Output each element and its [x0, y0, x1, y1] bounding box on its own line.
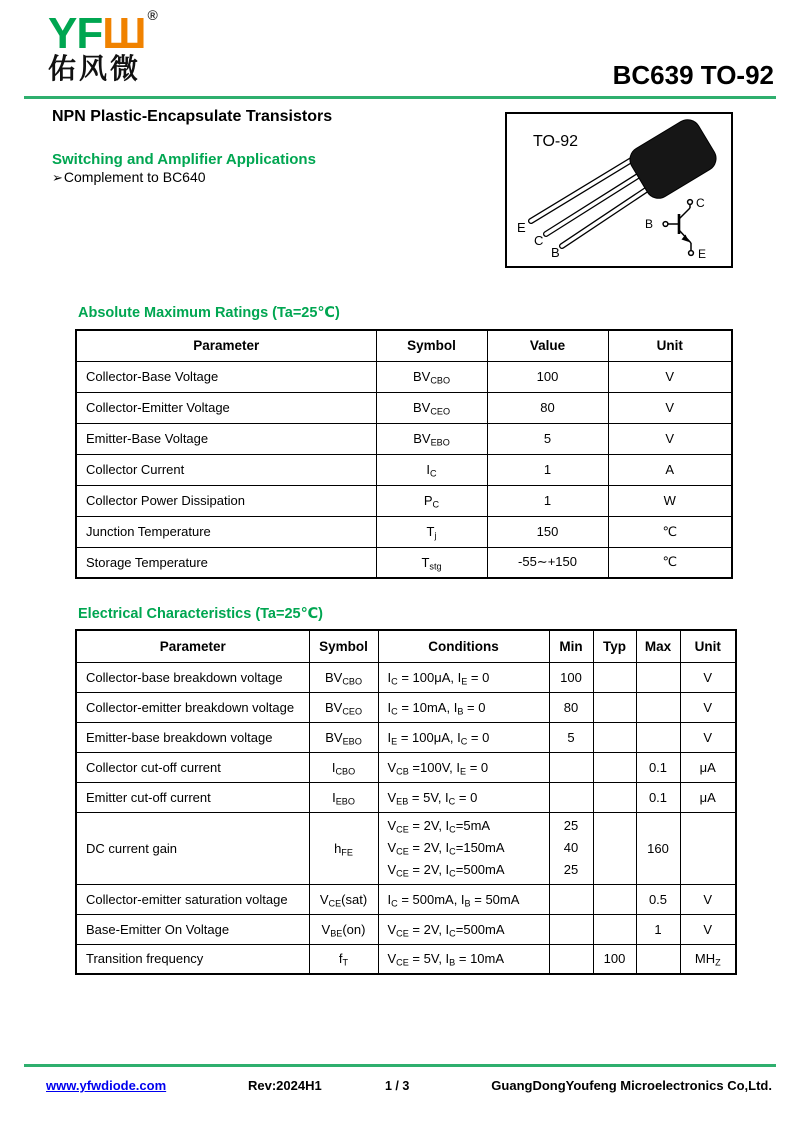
- ec-typ: [593, 752, 636, 782]
- ec-col-symbol: Symbol: [309, 630, 378, 662]
- ec-symbol: $I_{CBO}$: [309, 752, 378, 782]
- ec-max: [636, 944, 680, 974]
- amr-col-symbol: Symbol: [376, 330, 487, 361]
- pin-label-e: E: [517, 220, 526, 235]
- amr-value: 150: [487, 516, 608, 547]
- ec-unit: V: [680, 914, 736, 944]
- pin-label-c: C: [534, 233, 544, 248]
- ec-conditions: $V_{CE} = 2V$, $I_C=500mA$: [378, 914, 549, 944]
- feature-text: Complement to BC640: [63, 169, 206, 185]
- ec-unit: $MH_Z$: [680, 944, 736, 974]
- ec-conditions: $V_{CB} =100V$, $I_E = 0$: [378, 752, 549, 782]
- arrow-bullet-icon: ➢: [52, 170, 63, 185]
- ec-symbol: $h_{FE}$: [309, 812, 378, 884]
- ec-min: [549, 944, 593, 974]
- table-row: [76, 812, 736, 884]
- ec-parameter: Transition frequency: [76, 944, 309, 974]
- amr-header-row: [76, 330, 732, 361]
- ec-typ: [593, 914, 636, 944]
- ec-condition-line: $V_{CE} = 2V$, $I_C=5mA$: [387, 818, 491, 835]
- company-name: GuangDongYoufeng Microelectronics Co,Ltd.: [491, 1078, 772, 1093]
- table-row: [76, 361, 732, 392]
- ec-max: 0.1: [636, 752, 680, 782]
- schematic-label-c: C: [696, 196, 705, 210]
- ec-symbol: $BV_{CEO}$: [309, 692, 378, 722]
- ec-min: [549, 752, 593, 782]
- ec-typ: [593, 782, 636, 812]
- ec-unit: [680, 812, 736, 884]
- pin-label-b: B: [551, 245, 560, 260]
- table-row: [76, 423, 732, 454]
- table-row: [76, 485, 732, 516]
- amr-unit: W: [608, 485, 732, 516]
- ec-col-min: Min: [549, 630, 593, 662]
- ec-parameter: Emitter cut-off current: [76, 782, 309, 812]
- ec-condition-line: $V_{CE} = 2V$, $I_C=150mA$: [387, 840, 505, 857]
- ec-unit: V: [680, 722, 736, 752]
- ec-conditions: $I_E = 100\mu A$, $I_C = 0$: [378, 722, 549, 752]
- device-subtitle: NPN Plastic-Encapsulate Transistors: [52, 108, 333, 125]
- website-link[interactable]: www.yfwdiode.com: [46, 1078, 167, 1093]
- amr-symbol: $T_{stg}$: [376, 547, 487, 578]
- table-row: [76, 914, 736, 944]
- ec-symbol: $V_{BE}(on)$: [309, 914, 378, 944]
- ec-symbol: $BV_{CBO}$: [309, 662, 378, 692]
- ec-unit: V: [680, 662, 736, 692]
- transistor-body: [625, 115, 721, 203]
- amr-unit: A: [608, 454, 732, 485]
- amr-symbol: $BV_{CEO}$: [376, 392, 487, 423]
- amr-section-title: Absolute Maximum Ratings (Ta=25℃): [78, 305, 340, 321]
- footer-divider: [24, 1064, 776, 1067]
- ec-parameter: Collector-base breakdown voltage: [76, 662, 309, 692]
- feature-item: [52, 169, 206, 186]
- table-row: [76, 392, 732, 423]
- ec-col-typ: Typ: [593, 630, 636, 662]
- table-row: [76, 662, 736, 692]
- ec-min: [549, 812, 593, 884]
- ec-typ: [593, 662, 636, 692]
- applications-heading: Switching and Amplifier Applications: [52, 151, 316, 168]
- ec-symbol: $I_{EBO}$: [309, 782, 378, 812]
- table-row: [76, 547, 732, 578]
- amr-symbol: $I_C$: [376, 454, 487, 485]
- ec-condition-line: $V_{CE} = 2V$, $I_C=500mA$: [387, 862, 505, 879]
- brand-logo: [48, 8, 158, 56]
- ec-symbol: $f_T$: [309, 944, 378, 974]
- package-name-label: TO-92: [533, 133, 579, 150]
- table-row: [76, 722, 736, 752]
- ec-header-row: [76, 630, 736, 662]
- amr-parameter: Emitter-Base Voltage: [76, 423, 376, 454]
- amr-parameter: Collector Power Dissipation: [76, 485, 376, 516]
- ec-min: 100: [549, 662, 593, 692]
- schematic-label-e: E: [698, 247, 707, 261]
- ec-parameter: Collector cut-off current: [76, 752, 309, 782]
- amr-col-value: Value: [487, 330, 608, 361]
- amr-value: 80: [487, 392, 608, 423]
- ec-parameter: Emitter-base breakdown voltage: [76, 722, 309, 752]
- ec-section-title: Electrical Characteristics (Ta=25℃): [78, 606, 323, 622]
- amr-symbol: $BV_{EBO}$: [376, 423, 487, 454]
- ec-col-parameter: Parameter: [76, 630, 309, 662]
- ec-unit: V: [680, 692, 736, 722]
- amr-unit: V: [608, 361, 732, 392]
- to92-package-drawing: [507, 114, 731, 266]
- ec-col-unit: Unit: [680, 630, 736, 662]
- amr-parameter: Storage Temperature: [76, 547, 376, 578]
- ec-symbol: $V_{CE}(sat)$: [309, 884, 378, 914]
- ec-conditions: $V_{CE} = 5V$, $I_B = 10mA$: [378, 944, 549, 974]
- ec-parameter: Collector-emitter saturation voltage: [76, 884, 309, 914]
- amr-parameter: Collector-Emitter Voltage: [76, 392, 376, 423]
- amr-col-parameter: Parameter: [76, 330, 376, 361]
- amr-parameter: Collector-Base Voltage: [76, 361, 376, 392]
- amr-symbol: $T_j$: [376, 516, 487, 547]
- ec-conditions: $I_C = 500mA$, $I_B = 50mA$: [378, 884, 549, 914]
- registered-trademark-icon: ®: [147, 7, 158, 23]
- amr-parameter: Junction Temperature: [76, 516, 376, 547]
- table-row: [76, 944, 736, 974]
- ec-conditions: $V_{EB} = 5V$, $I_C = 0$: [378, 782, 549, 812]
- amr-symbol: $BV_{CBO}$: [376, 361, 487, 392]
- table-row: [76, 782, 736, 812]
- ec-conditions: [378, 812, 549, 884]
- ec-max: [636, 662, 680, 692]
- brand-logo-chinese: 佑风微: [48, 53, 142, 84]
- ec-unit: μA: [680, 752, 736, 782]
- package-drawing-box: [505, 112, 733, 268]
- amr-parameter: Collector Current: [76, 454, 376, 485]
- ec-conditions: $I_C = 10mA$, $I_B = 0$: [378, 692, 549, 722]
- ec-typ: [593, 812, 636, 884]
- ec-symbol: $BV_{EBO}$: [309, 722, 378, 752]
- ec-max: [636, 692, 680, 722]
- ec-min: [549, 914, 593, 944]
- ec-unit: μA: [680, 782, 736, 812]
- amr-unit: ℃: [608, 516, 732, 547]
- ec-col-conditions: Conditions: [378, 630, 549, 662]
- amr-col-unit: Unit: [608, 330, 732, 361]
- ec-parameter: Base-Emitter On Voltage: [76, 914, 309, 944]
- ec-max: 1: [636, 914, 680, 944]
- revision-label: Rev:2024H1: [248, 1078, 322, 1093]
- ec-typ: [593, 884, 636, 914]
- amr-value: -55∼+150: [487, 547, 608, 578]
- ec-conditions: $I_C = 100\mu A$, $I_E = 0$: [378, 662, 549, 692]
- ec-max: 0.1: [636, 782, 680, 812]
- table-row: [76, 752, 736, 782]
- ec-min-line: 25: [563, 862, 579, 877]
- ec-typ: [593, 722, 636, 752]
- amr-value: 1: [487, 485, 608, 516]
- npn-schematic: [663, 200, 693, 256]
- table-row: [76, 884, 736, 914]
- ec-max: 160: [636, 812, 680, 884]
- table-row: [76, 454, 732, 485]
- ec-typ: [593, 692, 636, 722]
- amr-value: 100: [487, 361, 608, 392]
- ec-min-line: 40: [563, 840, 579, 855]
- table-row: [76, 516, 732, 547]
- schematic-label-b: B: [644, 217, 653, 231]
- amr-table: [75, 329, 733, 579]
- amr-symbol: $P_C$: [376, 485, 487, 516]
- amr-unit: V: [608, 392, 732, 423]
- table-row: [76, 692, 736, 722]
- ec-max: [636, 722, 680, 752]
- ec-min: 80: [549, 692, 593, 722]
- ec-min-line: 25: [563, 818, 579, 833]
- amr-value: 1: [487, 454, 608, 485]
- ec-unit: V: [680, 884, 736, 914]
- page-number: 1 / 3: [385, 1079, 410, 1093]
- ec-min: [549, 782, 593, 812]
- ec-max: 0.5: [636, 884, 680, 914]
- ec-typ: 100: [593, 944, 636, 974]
- logo-text-green: YF: [48, 9, 103, 58]
- amr-unit: V: [608, 423, 732, 454]
- ec-col-max: Max: [636, 630, 680, 662]
- ec-table: [75, 629, 737, 975]
- page-title: BC639 TO-92: [612, 60, 774, 90]
- ec-min: [549, 884, 593, 914]
- amr-unit: ℃: [608, 547, 732, 578]
- ec-parameter: Collector-emitter breakdown voltage: [76, 692, 309, 722]
- logo-mark-orange: Ш: [102, 9, 146, 58]
- header-divider: [24, 96, 776, 99]
- ec-parameter: DC current gain: [76, 812, 309, 884]
- amr-value: 5: [487, 423, 608, 454]
- ec-min: 5: [549, 722, 593, 752]
